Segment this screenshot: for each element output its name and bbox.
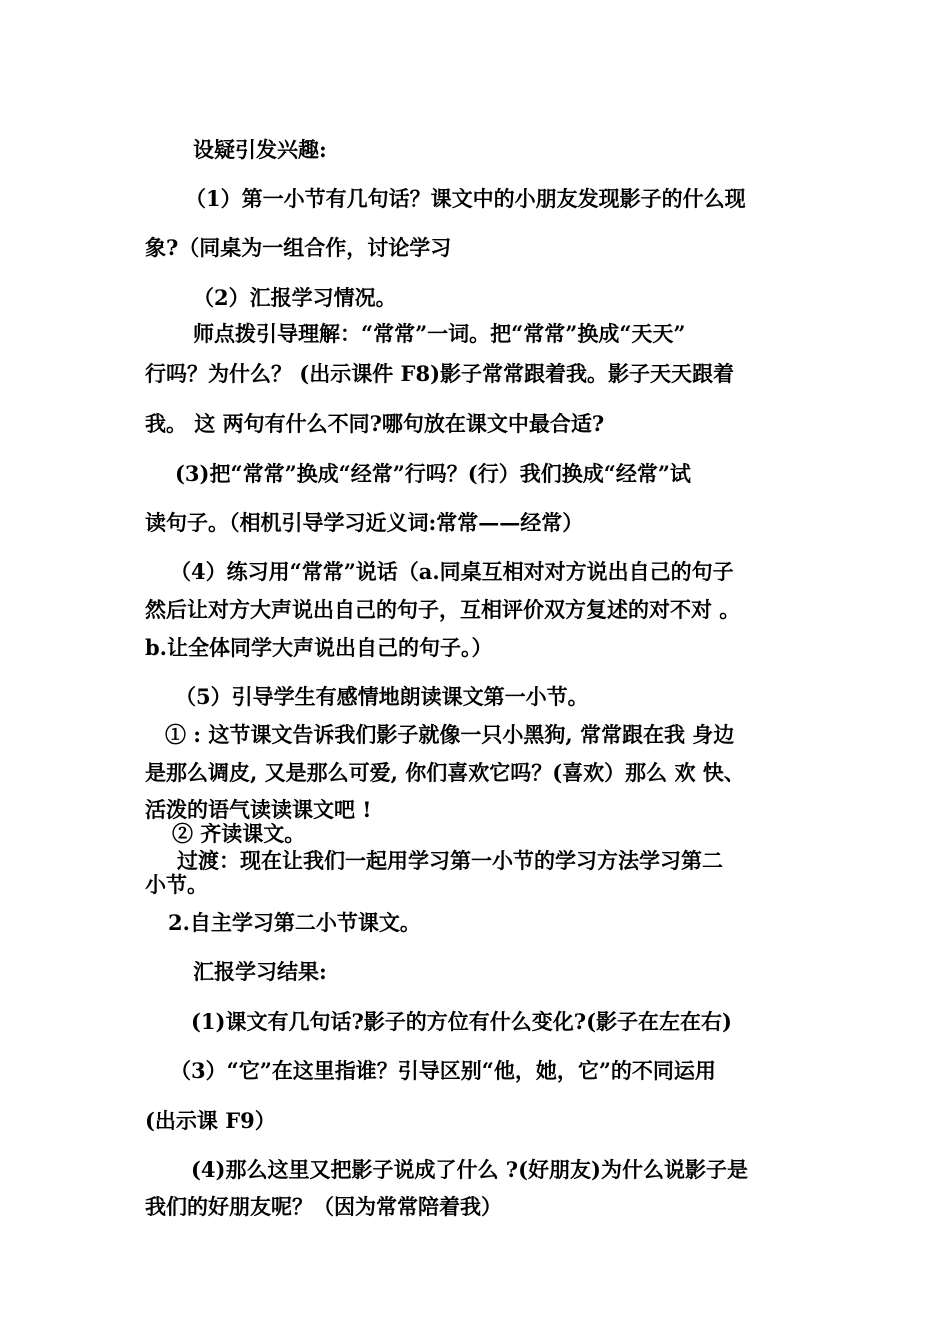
section-2-heading: 2.自主学习第二小节课文。: [168, 910, 421, 935]
question-1: （1）第一小节有几句话？课文中的小朋友发现影子的什么现: [185, 186, 746, 211]
transition: 过渡：现在让我们一起用学习第一小节的学习方法学习第二: [177, 848, 723, 873]
sub-item-2: ② 齐读课文。: [172, 821, 306, 846]
transition-cont: 小节。: [145, 872, 208, 897]
report-question-3-cont: (出示课 F9）: [145, 1108, 276, 1133]
step-4: （4）练习用“常常”说话（a.同桌互相对对方说出自己的句子: [170, 559, 734, 584]
sub-item-1-cont-1: 是那么调皮, 又是那么可爱, 你们喜欢它吗？(喜欢）那么 欢 快、: [145, 760, 745, 785]
question-1-cont: 象?（同桌为一组合作，讨论学习: [145, 235, 452, 260]
step-3: (3)把“常常”换成“经常”行吗？(行）我们换成“经常”试: [175, 461, 691, 486]
sub-item-1-cont-2: 活泼的语气读读课文吧 !: [145, 797, 372, 822]
step-4-cont-1: 然后让对方大声说出自己的句子，互相评价双方复述的对不对 。: [145, 597, 741, 622]
step-4-cont-2: b.让全体同学大声说出自己的句子。）: [145, 635, 493, 660]
report-question-4: (4)那么这里又把影子说成了什么 ?(好朋友)为什么说影子是: [191, 1157, 748, 1182]
report-question-3: （3）“它”在这里指谁？引导区别“他，她，它”的不同运用: [170, 1058, 716, 1083]
teacher-guide-cont-2: 我。 这 两句有什么不同?哪句放在课文中最合适?: [145, 411, 605, 436]
step-5: （5）引导学生有感情地朗读课文第一小节。: [175, 684, 589, 709]
teacher-guide: 师点拨引导理解：“常常”一词。把“常常”换成“天天”: [193, 321, 686, 346]
step-2: （2）汇报学习情况。: [193, 285, 397, 310]
sub-item-1: ① : 这节课文告诉我们影子就像一只小黑狗, 常常跟在我 身边: [165, 722, 735, 747]
teacher-guide-cont-1: 行吗？为什么？ (出示课件 F8)影子常常跟着我。影子天天跟着: [145, 361, 735, 386]
report-question-1: (1)课文有几句话?影子的方位有什么变化?(影子在左在右): [191, 1009, 732, 1034]
heading-suspense: 设疑引发兴趣:: [193, 137, 327, 162]
report-heading: 汇报学习结果:: [193, 959, 327, 984]
report-question-4-cont: 我们的好朋友呢？（因为常常陪着我）: [145, 1194, 502, 1219]
step-3-cont: 读句子。（相机引导学习近义词:常常——经常）: [145, 510, 584, 535]
